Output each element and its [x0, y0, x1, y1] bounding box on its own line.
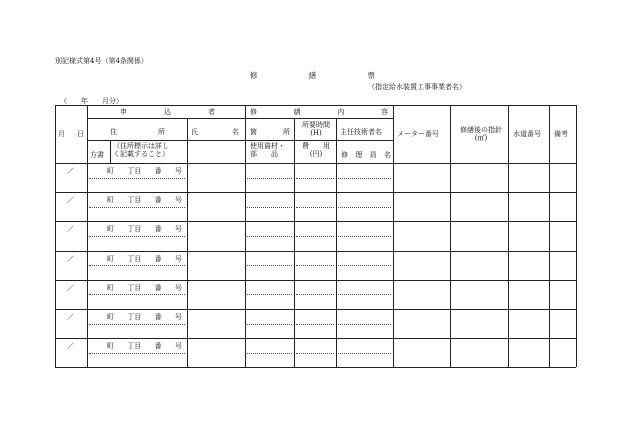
row-date-separator: ／: [67, 313, 74, 321]
hdr-address: 住 所: [110, 128, 165, 136]
rule-line: [55, 163, 576, 164]
address-part: 町: [107, 167, 114, 175]
rule-line: [87, 118, 393, 119]
rule-line: [55, 192, 576, 193]
rule-line: [245, 105, 246, 367]
dotted-divider: [296, 207, 334, 208]
rule-line: [87, 140, 393, 141]
dotted-divider: [338, 236, 391, 237]
address-part: 丁目: [127, 225, 142, 233]
address-part: 号: [174, 196, 182, 204]
dotted-divider: [296, 265, 334, 266]
address-part: 番: [154, 313, 162, 321]
row-date-separator: ／: [67, 284, 74, 292]
address-part: 番: [154, 284, 162, 292]
row-date-separator: ／: [67, 255, 74, 263]
address-part: 丁目: [127, 284, 142, 292]
row-address-template: [107, 284, 182, 292]
address-part: 番: [154, 225, 162, 233]
address-part: 番: [154, 342, 162, 350]
address-part: 号: [174, 313, 182, 321]
dotted-divider: [247, 324, 292, 325]
rule-line: [110, 140, 111, 163]
address-part: 丁目: [127, 167, 142, 175]
address-part: 号: [174, 255, 182, 263]
hdr-name: 氏 名: [191, 128, 239, 136]
address-part: 町: [107, 196, 114, 204]
address-part: 町: [107, 284, 114, 292]
hdr-month-day: 月 日: [58, 130, 84, 138]
dotted-divider: [338, 207, 391, 208]
rule-line: [294, 118, 295, 367]
row-date-separator: ／: [67, 167, 74, 175]
rule-line: [393, 105, 394, 367]
rule-line: [508, 105, 509, 367]
dotted-divider: [247, 178, 292, 179]
row-address-template: [107, 342, 182, 350]
rule-line: [55, 221, 576, 222]
dotted-divider: [89, 353, 185, 354]
dotted-divider: [89, 324, 185, 325]
table-border-left: [55, 105, 56, 367]
address-part: 町: [107, 313, 114, 321]
hdr-remarks: 備考: [554, 130, 568, 138]
hdr-time-required: 所要時間 (H): [302, 121, 330, 137]
dotted-divider: [338, 178, 391, 179]
rule-line: [187, 118, 188, 367]
address-part: 号: [174, 225, 182, 233]
dotted-divider: [89, 294, 185, 295]
address-part: 番: [154, 167, 162, 175]
table-border-bottom: [55, 367, 576, 368]
address-part: 町: [107, 255, 114, 263]
hdr-water-no: 水道番号: [513, 130, 541, 138]
form-code: 別記様式第4号（第4条関係）: [55, 57, 148, 65]
hdr-address-note: （住所標示は詳し く記載すること）: [113, 142, 169, 158]
address-part: 丁目: [127, 313, 142, 321]
address-part: 丁目: [127, 255, 142, 263]
address-part: 番: [154, 255, 162, 263]
address-part: 号: [174, 167, 182, 175]
row-date-separator: ／: [67, 225, 74, 233]
dotted-divider: [247, 294, 292, 295]
hdr-repair-content: 修 繕 内 容: [250, 108, 388, 116]
dotted-divider: [247, 236, 292, 237]
hdr-materials: 使用資材・ 部 品: [250, 142, 285, 158]
dotted-divider: [296, 236, 334, 237]
dotted-divider: [338, 353, 391, 354]
dotted-divider: [338, 324, 391, 325]
dotted-divider: [247, 207, 292, 208]
form-title: [250, 70, 375, 81]
title-char-3: 票: [367, 71, 375, 80]
dotted-divider: [296, 178, 334, 179]
dotted-divider: [247, 265, 292, 266]
dotted-divider: [338, 265, 391, 266]
period-label: （ 年 月分）: [60, 97, 123, 105]
dotted-divider: [338, 294, 391, 295]
dotted-divider: [89, 178, 185, 179]
title-char-2: 繕: [308, 71, 317, 80]
address-part: 番: [154, 196, 162, 204]
hdr-cost: 費 用 (円): [302, 142, 330, 158]
hdr-chief-engineer: 主任技術者名: [340, 128, 382, 136]
row-address-template: [107, 313, 182, 321]
dotted-divider: [247, 353, 292, 354]
row-address-template: [107, 196, 182, 204]
hdr-application: 申 込 者: [120, 108, 215, 116]
dotted-divider: [89, 236, 185, 237]
address-part: 号: [174, 342, 182, 350]
title-char-1: 修: [250, 71, 258, 80]
hdr-direction: 方書: [90, 151, 104, 159]
dotted-divider: [296, 353, 334, 354]
row-address-template: [107, 225, 182, 233]
rule-line: [55, 251, 576, 252]
dotted-divider: [296, 294, 334, 295]
rule-line: [87, 105, 88, 367]
rule-line: [55, 338, 576, 339]
hdr-location: 箇 所: [250, 128, 290, 136]
rule-line: [55, 309, 576, 310]
dotted-divider: [89, 207, 185, 208]
row-address-template: [107, 255, 182, 263]
address-part: 丁目: [127, 342, 142, 350]
hdr-reading: 修繕後の指針 (㎥): [460, 126, 502, 142]
rule-line: [450, 105, 451, 367]
address-part: 号: [174, 284, 182, 292]
table-border-right: [576, 105, 577, 367]
dotted-divider: [296, 324, 334, 325]
address-part: 町: [107, 225, 114, 233]
rule-line: [336, 118, 337, 367]
rule-line: [55, 280, 576, 281]
rule-line: [549, 105, 550, 367]
address-part: 町: [107, 342, 114, 350]
row-address-template: [107, 167, 182, 175]
address-part: 丁目: [127, 196, 142, 204]
row-date-separator: ／: [67, 196, 74, 204]
dotted-divider: [89, 265, 185, 266]
table-border-top: [55, 105, 576, 106]
hdr-meter-no: メーター番号: [397, 130, 439, 138]
hdr-repairer: 修 理 員 名: [341, 151, 391, 159]
row-date-separator: ／: [67, 342, 74, 350]
contractor-label: （指定給水装置工事事業者名）: [368, 83, 466, 91]
